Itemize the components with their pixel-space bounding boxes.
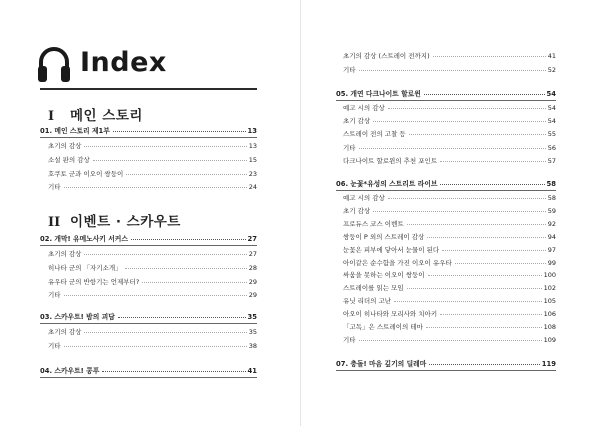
toc-page-number: 35 bbox=[248, 328, 257, 336]
toc-entry-row[interactable] bbox=[48, 328, 257, 336]
toc-entry-title: 기타 bbox=[48, 183, 61, 192]
toc-page-number: 99 bbox=[547, 258, 556, 267]
toc-page-number: 15 bbox=[248, 155, 257, 164]
toc-entry-title: 아이같은 순수함을 가진 이오이 유우타 bbox=[343, 258, 452, 267]
toc-page-number: 57 bbox=[547, 156, 556, 165]
toc-entry-title: 05. 개연 다크나이트 할로윈 bbox=[336, 90, 421, 98]
toc-chapter-row[interactable] bbox=[40, 313, 257, 321]
dot-leader bbox=[440, 314, 541, 315]
dot-leader bbox=[359, 148, 546, 149]
dot-leader bbox=[407, 224, 546, 225]
dot-leader bbox=[64, 295, 247, 296]
toc-entry-title: 「고독」은 스트레이의 테마 bbox=[343, 323, 423, 331]
toc-page-number: 58 bbox=[546, 180, 556, 188]
toc-entry-title: 유우타 군의 반항기는 언제부터? bbox=[48, 277, 140, 286]
chapter-underline bbox=[40, 323, 257, 324]
dot-leader bbox=[373, 121, 546, 122]
toc-page-number: 102 bbox=[543, 284, 556, 293]
toc-entry-title: 01. 메인 스토리 제1부 bbox=[40, 127, 110, 135]
chapter-underline bbox=[336, 190, 556, 191]
toc-page-number: 119 bbox=[541, 360, 556, 368]
toc-page-number: 27 bbox=[248, 250, 257, 258]
dot-leader bbox=[126, 174, 246, 175]
index-title: Index bbox=[80, 47, 167, 78]
dot-leader bbox=[407, 288, 542, 289]
toc-page-number: 58 bbox=[547, 194, 556, 202]
toc-entry-row[interactable] bbox=[48, 291, 257, 299]
dot-leader bbox=[84, 332, 246, 333]
toc-page-number: 106 bbox=[543, 310, 556, 319]
toc-page-number: 54 bbox=[547, 117, 556, 126]
toc-entry-title: 싸움을 못하는 이오이 쌍둥이 bbox=[343, 271, 425, 280]
dot-leader bbox=[125, 268, 247, 269]
dot-leader bbox=[455, 263, 546, 264]
toc-page-number: 35 bbox=[247, 313, 257, 321]
toc-page-number: 52 bbox=[547, 66, 556, 75]
toc-entry-row[interactable] bbox=[343, 336, 556, 344]
toc-entry-title: 쌍둥이 P 외의 스트레이 감상 bbox=[343, 232, 425, 241]
section-title: 이벤트 · 스카우트 bbox=[70, 214, 181, 230]
dot-leader bbox=[359, 70, 546, 71]
toc-page-number: 41 bbox=[547, 52, 556, 60]
dot-leader bbox=[429, 364, 540, 365]
toc-page-number: 41 bbox=[247, 367, 257, 375]
toc-entry-title: 기타 bbox=[48, 341, 61, 350]
toc-entry-row[interactable] bbox=[343, 246, 556, 254]
toc-entry-row[interactable] bbox=[343, 233, 556, 241]
toc-entry-row[interactable] bbox=[48, 142, 257, 150]
toc-page-number: 94 bbox=[547, 232, 556, 241]
toc-entry-row[interactable] bbox=[343, 117, 556, 125]
toc-entry-row[interactable] bbox=[343, 157, 556, 165]
toc-entry-title: 프로듀스 코스 이벤트 bbox=[343, 219, 404, 228]
toc-entry-row[interactable] bbox=[343, 52, 556, 60]
toc-entry-row[interactable] bbox=[343, 271, 556, 279]
toc-chapter-row[interactable] bbox=[40, 127, 257, 135]
toc-page-number: 54 bbox=[547, 104, 556, 112]
toc-entry-title: 눈꽃은 피부에 닿아서 눈물이 된다 bbox=[343, 245, 440, 254]
toc-entry-title: 초기의 감상 bbox=[48, 142, 82, 150]
dot-leader bbox=[428, 275, 542, 276]
toc-page-number: 24 bbox=[248, 183, 257, 192]
dot-leader bbox=[424, 94, 545, 95]
chapter-underline bbox=[40, 377, 257, 378]
dot-leader bbox=[113, 131, 246, 132]
toc-page-number: 97 bbox=[547, 245, 556, 254]
toc-page-number: 59 bbox=[547, 206, 556, 215]
toc-entry-title: 아오이 히나타와 모리사와 치아키 bbox=[343, 310, 438, 319]
toc-page-number: 27 bbox=[247, 235, 257, 243]
toc-entry-row[interactable] bbox=[343, 259, 556, 267]
toc-entry-row[interactable] bbox=[48, 250, 257, 258]
toc-entry-row[interactable] bbox=[48, 342, 257, 350]
dot-leader bbox=[118, 317, 246, 318]
toc-entry-row[interactable] bbox=[48, 156, 257, 164]
chapter-underline bbox=[336, 100, 556, 101]
toc-entry-row[interactable] bbox=[48, 170, 257, 178]
toc-entry-row[interactable] bbox=[343, 310, 556, 318]
dot-leader bbox=[84, 146, 246, 147]
dot-leader bbox=[388, 108, 546, 109]
toc-page-number: 92 bbox=[547, 219, 556, 228]
chapter-underline bbox=[336, 370, 556, 371]
toc-entry-title: 기타 bbox=[343, 143, 356, 152]
dot-leader bbox=[64, 346, 247, 347]
header-rule bbox=[40, 88, 257, 90]
toc-entry-title: 예고 시의 감상 bbox=[343, 194, 385, 202]
toc-entry-row[interactable] bbox=[343, 104, 556, 112]
toc-entry-row[interactable] bbox=[343, 144, 556, 152]
dot-leader bbox=[131, 239, 246, 240]
dot-leader bbox=[359, 340, 542, 341]
toc-entry-row[interactable] bbox=[343, 284, 556, 292]
toc-entry-title: 다크나이트 할로윈의 추천 포인트 bbox=[343, 156, 438, 165]
toc-entry-title: 초기의 감상 bbox=[48, 328, 82, 336]
toc-entry-title: 초기의 감상 (스트레이 전까지) bbox=[343, 52, 430, 60]
dot-leader bbox=[64, 187, 247, 188]
dot-leader bbox=[102, 371, 245, 372]
section-number: II bbox=[48, 215, 61, 230]
dot-leader bbox=[142, 282, 246, 283]
index-header bbox=[37, 44, 259, 88]
section-heading-1 bbox=[48, 104, 258, 124]
dot-leader bbox=[427, 237, 545, 238]
toc-page-number: 38 bbox=[248, 341, 257, 350]
toc-entry-title: 호쿠토 군과 이오이 쌍둥이 bbox=[48, 169, 124, 178]
toc-page-number: 56 bbox=[547, 143, 556, 152]
dot-leader bbox=[442, 250, 546, 251]
toc-entry-title: 07. 충돌! 마음 깊기의 딜레마 bbox=[336, 360, 427, 368]
toc-chapter-row[interactable] bbox=[336, 90, 556, 98]
toc-page-number: 109 bbox=[543, 335, 556, 344]
toc-page-number: 29 bbox=[248, 291, 257, 300]
dot-leader bbox=[426, 327, 542, 328]
toc-entry-title: 히나타 군의 「자기소개」 bbox=[48, 263, 122, 272]
dot-leader bbox=[433, 56, 546, 57]
headphones-icon bbox=[37, 44, 71, 84]
dot-leader bbox=[373, 211, 546, 212]
toc-page-number: 105 bbox=[543, 297, 556, 306]
toc-entry-title: 04. 스카우트! 콩푸 bbox=[40, 367, 100, 375]
section-number: I bbox=[48, 109, 55, 124]
toc-entry-title: 02. 개막! 유메노사키 서커스 bbox=[40, 235, 128, 243]
toc-entry-row[interactable] bbox=[48, 183, 257, 191]
toc-chapter-row[interactable] bbox=[336, 360, 556, 368]
toc-entry-row[interactable] bbox=[48, 278, 257, 286]
toc-page-number: 28 bbox=[248, 263, 257, 272]
dot-leader bbox=[388, 198, 546, 199]
toc-entry-title: 스트레이 전의 고찰 등 bbox=[343, 130, 406, 139]
toc-entry-title: 초기 감상 bbox=[343, 206, 371, 215]
section-title: 메인 스토리 bbox=[70, 108, 143, 124]
dot-leader bbox=[394, 301, 541, 302]
toc-entry-title: 초기 감상 bbox=[343, 117, 371, 126]
toc-entry-row[interactable] bbox=[48, 264, 257, 272]
toc-entry-title: 스트레이를 읽는 모임 bbox=[343, 284, 404, 293]
toc-entry-title: 06. 눈꽃*유성의 스트리트 라이브 bbox=[336, 180, 438, 188]
toc-entry-title: 기타 bbox=[343, 66, 356, 75]
toc-entry-row[interactable] bbox=[343, 207, 556, 215]
dot-leader bbox=[409, 134, 546, 135]
chapter-underline bbox=[40, 137, 257, 138]
toc-page-number: 13 bbox=[248, 142, 257, 150]
toc-entry-row[interactable] bbox=[343, 297, 556, 305]
toc-chapter-row[interactable] bbox=[336, 180, 556, 188]
toc-entry-title: 03. 스카우트! 밤의 괴담 bbox=[40, 313, 115, 321]
toc-entry-row[interactable] bbox=[343, 130, 556, 138]
toc-entry-title: 소설 판의 감상 bbox=[48, 155, 90, 164]
toc-page-number: 100 bbox=[543, 271, 556, 280]
toc-entry-row[interactable] bbox=[343, 220, 556, 228]
chapter-underline bbox=[40, 245, 257, 246]
toc-entry-row[interactable] bbox=[343, 194, 556, 202]
dot-leader bbox=[84, 254, 246, 255]
toc-entry-title: 예고 시의 감상 bbox=[343, 104, 385, 112]
toc-page-number: 55 bbox=[547, 130, 556, 139]
section-heading-2 bbox=[48, 210, 258, 230]
toc-entry-row[interactable] bbox=[343, 323, 556, 331]
toc-entry-title: 기타 bbox=[48, 291, 61, 300]
toc-page-number: 23 bbox=[248, 169, 257, 178]
toc-entry-title: 유닛 리더의 고난 bbox=[343, 297, 392, 306]
toc-chapter-row[interactable] bbox=[40, 367, 257, 375]
toc-page-number: 13 bbox=[247, 127, 257, 135]
toc-entry-row[interactable] bbox=[343, 66, 556, 74]
page-gutter bbox=[300, 0, 301, 426]
toc-page-number: 29 bbox=[248, 277, 257, 286]
dot-leader bbox=[440, 161, 546, 162]
toc-chapter-row[interactable] bbox=[40, 235, 257, 243]
toc-page-number: 108 bbox=[543, 323, 556, 331]
toc-entry-title: 초기의 감상 bbox=[48, 250, 82, 258]
dot-leader bbox=[440, 184, 544, 185]
dot-leader bbox=[93, 160, 247, 161]
toc-entry-title: 기타 bbox=[343, 335, 356, 344]
toc-page-number: 54 bbox=[546, 90, 556, 98]
